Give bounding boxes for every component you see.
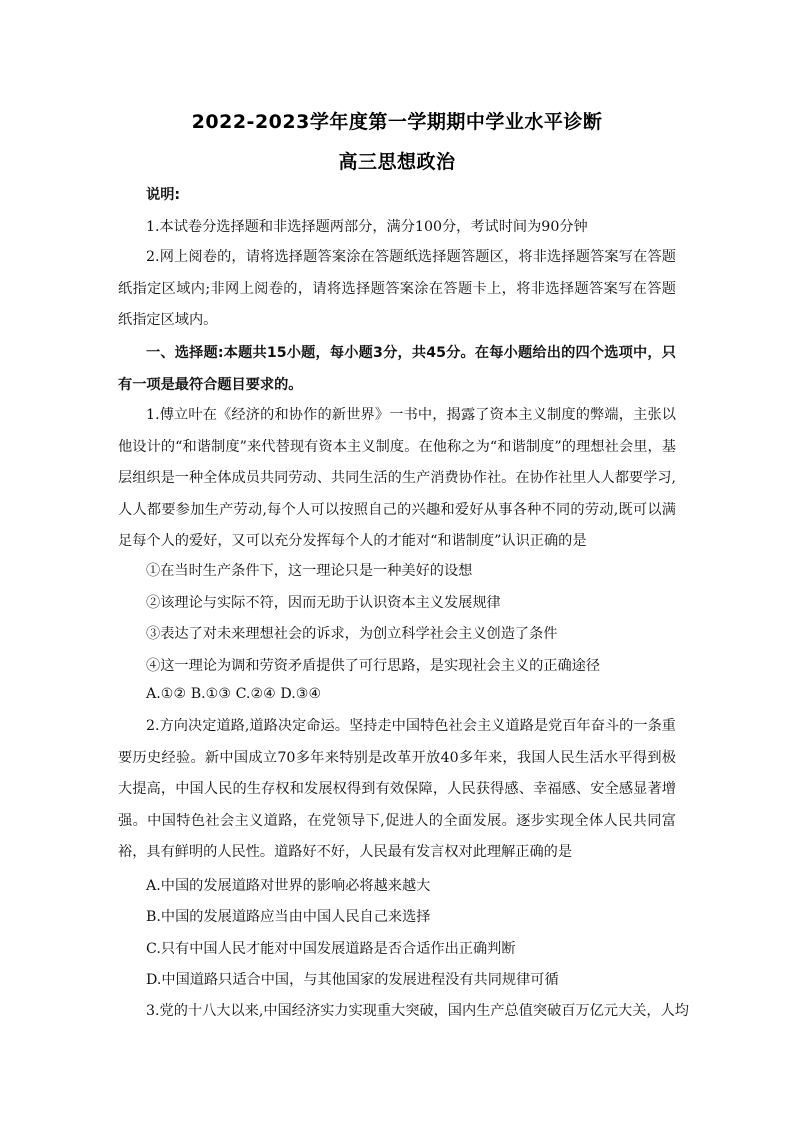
section-heading: 一、选择题:本题共15小题，每小题3分，共45分。在每小题给出的四个选项中，只有一项是最符合题目要求的。	[118, 345, 676, 393]
instruction-item-2: 2.网上阅卷的，请将选择题答案涂在答题纸选择题答题区，将非选择题答案写在答题纸指定区域内;非网上阅卷的，请将选择题答案涂在答题卡上，将非选择题答案写在答题纸指定区域内。	[118, 249, 676, 329]
question-2-stem: 2.方向决定道路,道路决定命运。坚持走中国特色社会主义道路是党百年奋斗的一条重要历史经验。新中国成立70多年来特别是改革开放40多年来，我国人民生活水平得到极大提高，中国人民的生存权和发展权得到有效保障，人民获得感、幸福感、安全感显著增强。中国特色社会主义道路，在党领导下,促进人的全面发展。逐步实现全体人民共同富裕，具有鲜明的人民性。道路好不好，人民最有发言权对此理解正确的是	[118, 718, 676, 861]
question-1-stem: 1.傅立叶在《经济的和协作的新世界》一书中，揭露了资本主义制度的弊端，主张以他设计的“和谐制度”来代替现有资本主义制度。在他称之为“和谐制度”的理想社会里，基层组织是一种全体成员共同劳动、共同生活的生产消费协作社。在协作社里人人都要学习,人人都要参加生产劳动,每个人可以按照自己的兴趣和爱好从事各种不同的劳动,既可以满足每个人的爱好，又可以充分发挥每个人的才能对“和谐制度”认识正确的是	[118, 407, 676, 550]
question-2-choice-d: D.中国道路只适合中国，与其他国家的发展进程没有共同规律可循	[146, 972, 559, 988]
question-3-stem: 3.党的十八大以来,中国经济实力实现重大突破，国内生产总值突破百万亿元大关，人均	[146, 1003, 689, 1019]
question-2-choice-a: A.中国的发展道路对世界的影响必将越来越大	[146, 878, 431, 894]
exam-title: 2022-2023学年度第一学期期中学业水平诊断	[191, 111, 603, 133]
question-1-option-1: ①在当时生产条件下，这一理论只是一种美好的设想	[146, 563, 473, 579]
question-2-choice-b: B.中国的发展道路应当由中国人民自己来选择	[146, 909, 431, 925]
exam-subject: 高三思想政治	[338, 151, 456, 173]
question-1-option-4: ④这一理论为调和劳资矛盾提供了可行思路，是实现社会主义的正确途径	[146, 658, 601, 674]
instruction-item-1: 1.本试卷分选择题和非选择题两部分，满分100分，考试时间为90分钟	[146, 219, 588, 235]
question-1-option-3: ③表达了对未来理想社会的诉求，为创立科学社会主义创造了条件	[146, 626, 558, 642]
instructions-label: 说明:	[146, 187, 181, 203]
question-2-choice-c: C.只有中国人民才能对中国发展道路是否合适作出正确判断	[146, 941, 516, 957]
question-1-option-2: ②该理论与实际不符，因而无助于认识资本主义发展规律	[146, 595, 501, 611]
question-1-choices: A.①② B.①③ C.②④ D.③④	[146, 686, 322, 702]
